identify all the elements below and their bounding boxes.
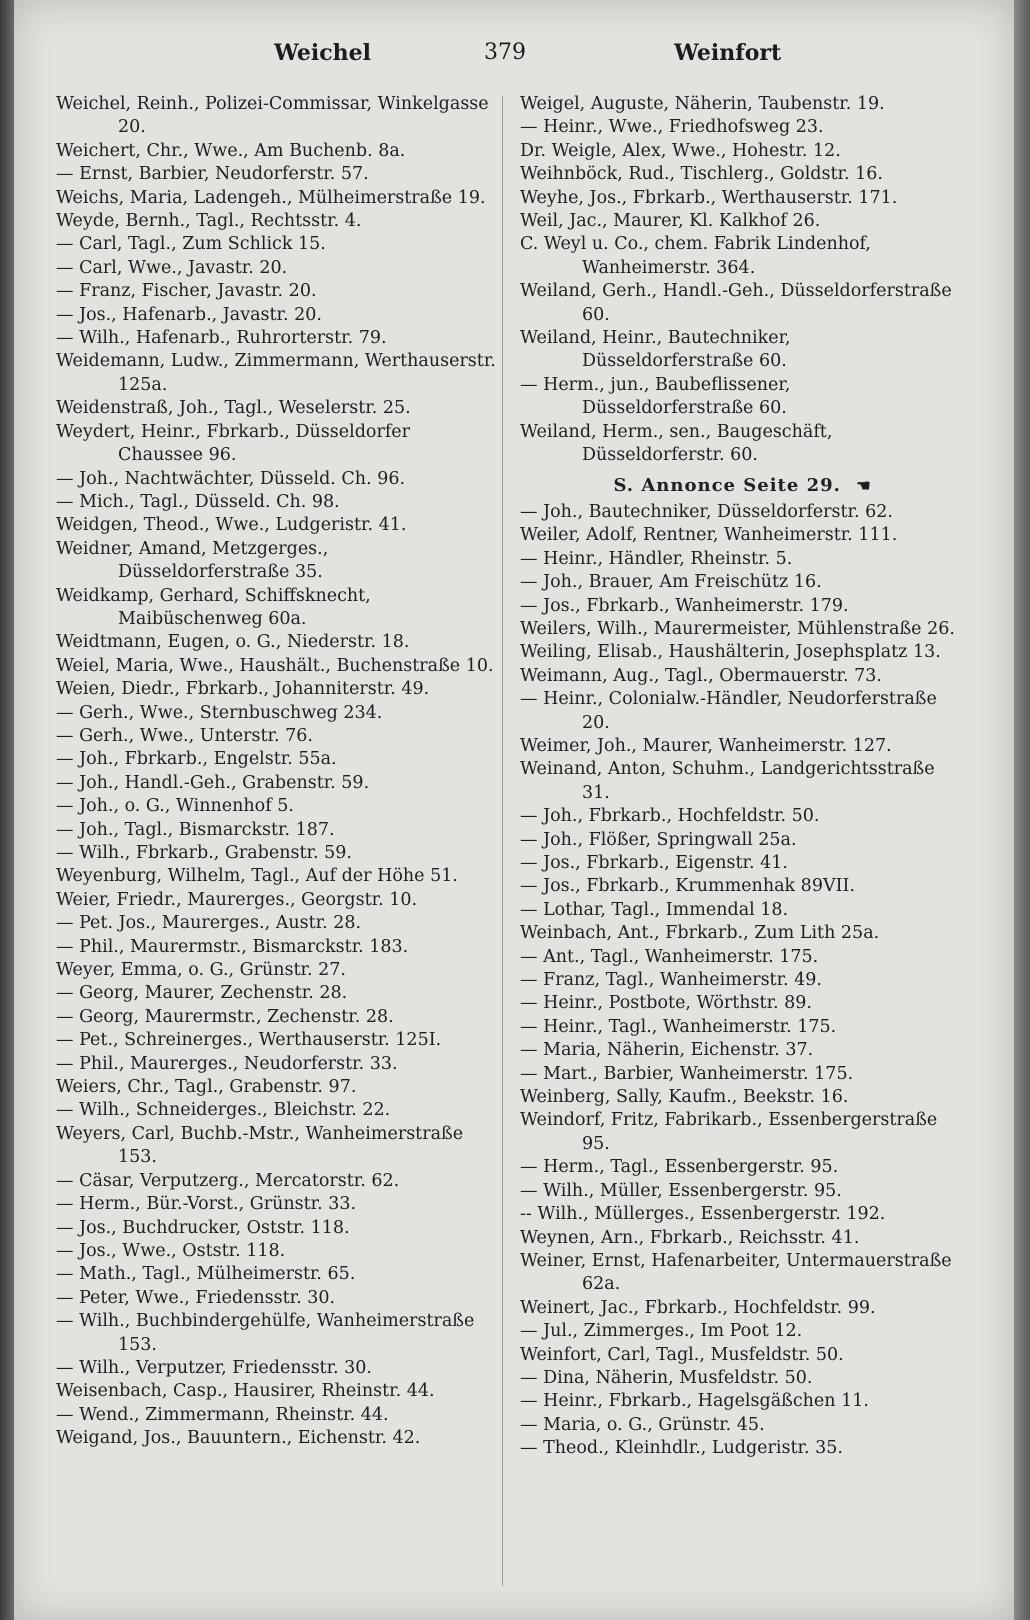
directory-entry: — Heinr., Händler, Rheinstr. 5.	[520, 548, 793, 569]
directory-entry: Weigel, Auguste, Näherin, Taubenstr. 19.	[520, 94, 885, 114]
directory-entry: — Georg, Maurermstr., Zechenstr. 28.	[56, 1006, 394, 1027]
column-divider	[502, 96, 503, 1586]
annonce-notice	[520, 474, 965, 497]
directory-entry: — Wilh., Fbrkarb., Grabenstr. 59.	[56, 843, 352, 863]
directory-entry: Weimer, Joh., Maurer, Wanheimerstr. 127.	[520, 735, 892, 756]
directory-entry: — Ant., Tagl., Wanheimerstr. 175.	[520, 946, 819, 967]
directory-entry: Weien, Diedr., Fbrkarb., Johanniterstr. 49.	[56, 679, 430, 700]
right-column-top-entries	[520, 93, 965, 468]
directory-entry: Weidtmann, Eugen, o. G., Niederstr. 18.	[56, 632, 410, 653]
header-first-entry: Weichel	[274, 40, 372, 66]
directory-entry: — Theod., Kleinhdlr., Ludgeristr. 35.	[520, 1438, 843, 1459]
pointing-hand-icon: ☚	[856, 475, 872, 495]
directory-entry: Weiler, Adolf, Rentner, Wanheimerstr. 111.	[520, 525, 898, 546]
directory-entry: Weyers, Carl, Buchb.-Mstr., Wanheimerstraße 153.	[56, 1123, 464, 1168]
directory-entry: — Heinr., Wwe., Friedhofsweg 23.	[520, 117, 824, 138]
directory-entry: Weiling, Elisab., Haushälterin, Josephsplatz 13.	[520, 642, 941, 663]
right-column	[520, 93, 965, 1593]
directory-entry: — Franz, Tagl., Wanheimerstr. 49.	[520, 970, 822, 991]
directory-entry: — Joh., Fbrkarb., Engelstr. 55a.	[56, 749, 337, 770]
directory-entry: — Georg, Maurer, Zechenstr. 28.	[56, 983, 348, 1004]
directory-entry: — Mich., Tagl., Düsseld. Ch. 98.	[56, 491, 340, 512]
directory-entry: — Jos., Fbrkarb., Eigenstr. 41.	[520, 853, 788, 873]
directory-entry: — Joh., Brauer, Am Freischütz 16.	[520, 572, 822, 593]
right-column-bottom-entries	[520, 501, 965, 1461]
directory-entry: Weiland, Gerh., Handl.-Geh., Düsseldorferstraße 60.	[520, 281, 952, 325]
directory-entry: — Jos., Buchdrucker, Oststr. 118.	[56, 1217, 350, 1238]
directory-entry: — Jul., Zimmerges., Im Poot 12.	[520, 1321, 803, 1342]
directory-entry: — Herm., Bür.-Vorst., Grünstr. 33.	[56, 1194, 357, 1215]
directory-entry: — Joh., Handl.-Geh., Grabenstr. 59.	[56, 772, 370, 793]
directory-entry: Weidner, Amand, Metzgerges., Düsseldorferstraße 35.	[56, 538, 329, 583]
directory-entry: Weigand, Jos., Bauuntern., Eichenstr. 42.	[56, 1428, 421, 1449]
directory-entry: — Maria, o. G., Grünstr. 45.	[520, 1414, 765, 1435]
directory-entry: — Mart., Barbier, Wanheimerstr. 175.	[520, 1063, 854, 1084]
directory-entry: Weil, Jac., Maurer, Kl. Kalkhof 26.	[520, 211, 821, 232]
directory-entry: — Phil., Maurerges., Neudorferstr. 33.	[56, 1053, 398, 1074]
directory-entry: Weimann, Aug., Tagl., Obermauerstr. 73.	[520, 665, 882, 686]
directory-entry: — Carl, Wwe., Javastr. 20.	[56, 257, 288, 278]
directory-entry: — Heinr., Fbrkarb., Hagelsgäßchen 11.	[520, 1391, 869, 1412]
directory-entry: — Jos., Hafenarb., Javastr. 20.	[56, 304, 322, 325]
page-right-edge	[1014, 0, 1030, 1620]
page-header	[54, 40, 974, 80]
directory-entry: — Jos., Wwe., Oststr. 118.	[56, 1240, 286, 1261]
directory-entry: Weiland, Heinr., Bautechniker, Düsseldorferstraße 60.	[520, 328, 791, 372]
directory-entry: — Joh., o. G., Winnenhof 5.	[56, 796, 294, 817]
directory-entry: Weyer, Emma, o. G., Grünstr. 27.	[56, 960, 346, 981]
directory-entry: — Wilh., Müller, Essenbergerstr. 95.	[520, 1180, 842, 1201]
directory-entry: — Cäsar, Verputzerg., Mercatorstr. 62.	[56, 1170, 400, 1191]
directory-entry: Weichel, Reinh., Polizei-Commissar, Winkelgasse 20.	[56, 94, 489, 138]
directory-entry: Weichs, Maria, Ladengeh., Mülheimerstraße 19.	[56, 187, 486, 208]
directory-entry: — Pet. Jos., Maurerges., Austr. 28.	[56, 913, 362, 934]
directory-entry: Weinfort, Carl, Tagl., Musfeldstr. 50.	[520, 1344, 844, 1365]
directory-entry: Weihnböck, Rud., Tischlerg., Goldstr. 16.	[520, 164, 883, 185]
directory-entry: Weinert, Jac., Fbrkarb., Hochfeldstr. 99.	[520, 1297, 876, 1318]
directory-entry: — Wilh., Hafenarb., Ruhrorterstr. 79.	[56, 328, 387, 349]
directory-entry: Weidenstraß, Joh., Tagl., Weselerstr. 25.	[56, 398, 411, 419]
directory-entry: — Joh., Fbrkarb., Hochfeldstr. 50.	[520, 806, 820, 827]
directory-entry: Weyde, Bernh., Tagl., Rechtsstr. 4.	[56, 211, 362, 232]
directory-entry: Weyenburg, Wilhelm, Tagl., Auf der Höhe 51.	[56, 866, 458, 887]
directory-entry: — Ernst, Barbier, Neudorferstr. 57.	[56, 164, 369, 185]
directory-entry: Weier, Friedr., Maurerges., Georgstr. 10.	[56, 889, 418, 910]
directory-entry: Weydert, Heinr., Fbrkarb., Düsseldorfer Chaussee 96.	[56, 421, 411, 466]
directory-entry: — Heinr., Postbote, Wörthstr. 89.	[520, 993, 812, 1014]
directory-entry: — Dina, Näherin, Musfeldstr. 50.	[520, 1367, 813, 1388]
directory-entry: Weinand, Anton, Schuhm., Landgerichtsstraße 31.	[520, 759, 935, 803]
directory-entry: — Pet., Schreinerges., Werthauserstr. 125I.	[56, 1030, 442, 1051]
directory-entry: — Gerh., Wwe., Sternbuschweg 234.	[56, 702, 383, 723]
directory-entry: Weisenbach, Casp., Hausirer, Rheinstr. 44.	[56, 1381, 435, 1402]
directory-entry: — Carl, Tagl., Zum Schlick 15.	[56, 234, 326, 255]
directory-entry: Weidemann, Ludw., Zimmermann, Werthauserstr. 125a.	[56, 351, 496, 395]
directory-entry: — Maria, Näherin, Eichenstr. 37.	[520, 1040, 814, 1061]
directory-entry: Weynen, Arn., Fbrkarb., Reichsstr. 41.	[520, 1227, 860, 1248]
directory-entry: — Phil., Maurermstr., Bismarckstr. 183.	[56, 936, 409, 957]
document-page	[14, 0, 1014, 1620]
directory-entry: Weilers, Wilh., Maurermeister, Mühlenstraße 26.	[520, 618, 955, 639]
directory-entry: — Peter, Wwe., Friedensstr. 30.	[56, 1287, 336, 1308]
directory-entry: — Wend., Zimmermann, Rheinstr. 44.	[56, 1404, 389, 1425]
directory-entry: Weidkamp, Gerhard, Schiffsknecht, Maibüschenweg 60a.	[56, 585, 371, 629]
header-last-entry: Weinfort	[674, 40, 782, 66]
annonce-text: S. Annonce Seite 29.	[613, 474, 841, 496]
directory-entry: Weiers, Chr., Tagl., Grabenstr. 97.	[56, 1077, 357, 1098]
directory-entry: — Math., Tagl., Mülheimerstr. 65.	[56, 1264, 356, 1285]
directory-entry: Weiner, Ernst, Hafenarbeiter, Untermauerstraße 62a.	[520, 1250, 952, 1295]
directory-entry: Weyhe, Jos., Fbrkarb., Werthauserstr. 171.	[520, 187, 898, 208]
directory-entry: — Herm., Tagl., Essenbergerstr. 95.	[520, 1157, 839, 1178]
directory-entry: — Wilh., Schneiderges., Bleichstr. 22.	[56, 1100, 391, 1121]
directory-entry: — Gerh., Wwe., Unterstr. 76.	[56, 725, 313, 746]
directory-entry: Dr. Weigle, Alex, Wwe., Hohestr. 12.	[520, 140, 841, 161]
directory-entry: — Lothar, Tagl., Immendal 18.	[520, 899, 789, 920]
directory-entry: — Heinr., Colonialw.-Händler, Neudorferstraße 20.	[520, 689, 937, 733]
directory-entry: — Franz, Fischer, Javastr. 20.	[56, 281, 317, 302]
left-column	[56, 93, 496, 1593]
directory-entry: -- Wilh., Müllerges., Essenbergerstr. 192.	[520, 1204, 886, 1225]
directory-entry: Weiland, Herm., sen., Baugeschäft, Düsseldorferstr. 60.	[520, 421, 833, 466]
directory-entry: — Herm., jun., Baubeflissener, Düsseldorferstraße 60.	[520, 374, 791, 419]
directory-entry: Weinbach, Ant., Fbrkarb., Zum Lith 25a.	[520, 923, 880, 944]
directory-entry: — Jos., Fbrkarb., Krummenhak 89VII.	[520, 876, 855, 897]
page-binding-edge	[0, 0, 14, 1620]
directory-entry: Weiel, Maria, Wwe., Haushält., Buchenstraße 10.	[56, 655, 494, 676]
directory-entry: — Wilh., Buchbindergehülfe, Wanheimerstraße 153.	[56, 1311, 475, 1355]
directory-entry: C. Weyl u. Co., chem. Fabrik Lindenhof, Wanheimerstr. 364.	[520, 234, 871, 278]
directory-entry: — Joh., Tagl., Bismarckstr. 187.	[56, 819, 335, 840]
directory-entry: — Jos., Fbrkarb., Wanheimerstr. 179.	[520, 595, 849, 616]
directory-entry: Weinberg, Sally, Kaufm., Beekstr. 16.	[520, 1087, 849, 1108]
page-number: 379	[484, 40, 526, 65]
directory-entry: Weichert, Chr., Wwe., Am Buchenb. 8a.	[56, 140, 406, 161]
directory-entry: Weindorf, Fritz, Fabrikarb., Essenbergerstraße 95.	[520, 1110, 938, 1154]
directory-entry: — Wilh., Verputzer, Friedensstr. 30.	[56, 1357, 372, 1378]
directory-entry: — Joh., Flößer, Springwall 25a.	[520, 829, 797, 850]
directory-entry: — Heinr., Tagl., Wanheimerstr. 175.	[520, 1016, 837, 1037]
directory-entry: Weidgen, Theod., Wwe., Ludgeristr. 41.	[56, 515, 407, 536]
directory-entry: — Joh., Bautechniker, Düsseldorferstr. 62.	[520, 501, 893, 522]
directory-entry: — Joh., Nachtwächter, Düsseld. Ch. 96.	[56, 468, 406, 489]
